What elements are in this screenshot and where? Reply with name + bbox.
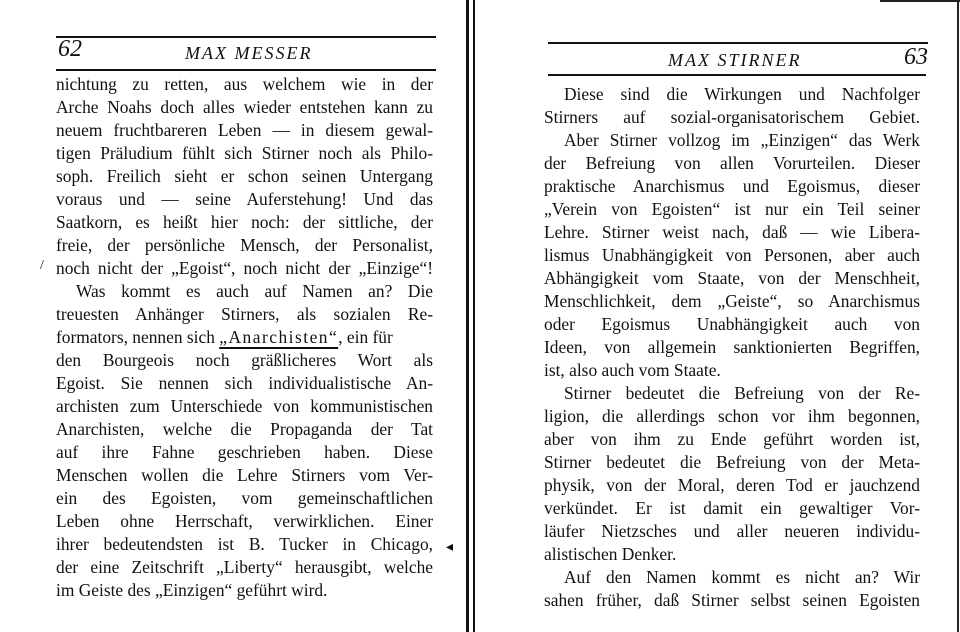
text-line: praktische Anarchismus und Egoismus, dieser: [544, 176, 920, 196]
text-line: den Bourgeois noch gräßlicheres Wort als: [56, 350, 433, 370]
text-line: der Befreiung von allen Vorurteilen. Dieser: [544, 153, 920, 173]
text-line: Arche Noahs doch alles wieder entstehen kann zu: [56, 97, 433, 117]
text-line: ist, also auch vom Staate.: [544, 360, 721, 380]
margin-mark: /: [40, 258, 44, 273]
left-page: [0, 0, 470, 632]
text-line: Menschen wollen die Lehre Stirners vom Ver-: [56, 465, 433, 485]
text-line: Diese sind die Wirkungen und Nachfolger: [564, 84, 920, 104]
page-number: 62: [58, 36, 82, 62]
header-rule: [56, 36, 436, 38]
text-line: [56, 327, 433, 348]
text-line: neuem fruchtbareren Leben — in diesem gewal-: [56, 120, 433, 140]
text-line: Menschlichkeit, dem „Geiste“, so Anarchismus: [544, 291, 920, 311]
text-line: auf ihre Fahne geschrieben haben. Diese: [56, 442, 433, 462]
text-line: physik, von der Moral, deren Tod er jauchzend: [544, 475, 920, 495]
text-line: soph. Freilich sieht er schon seinen Untergang: [56, 166, 433, 186]
text-line: freie, der persönliche Mensch, der Personalist,: [56, 235, 433, 255]
text-line: verkündet. Er ist damit ein gewaltiger Vor-: [544, 498, 920, 518]
right-page: [476, 0, 960, 632]
text-line: ein des Egoisten, vom gemeinschaftlichen: [56, 488, 433, 508]
margin-mark: ◂: [446, 540, 454, 555]
running-head: MAX MESSER: [185, 43, 313, 63]
text-line: Saatkorn, es heißt hier noch: der sittliche, der: [56, 212, 433, 232]
text-line: Ideen, von allgemein sanktionierten Begriffen,: [544, 337, 920, 357]
header-rule: [56, 69, 436, 71]
text-line: alistischen Denker.: [544, 544, 677, 564]
text-line: Stirners auf sozial-organisatorischem Gebiet.: [544, 107, 920, 127]
text-line: Egoist. Sie nennen sich individualistische An-: [56, 373, 433, 393]
text-line: sahen früher, daß Stirner selbst seinen Egoisten: [544, 590, 920, 610]
text-line: Abhängigkeit vom Staate, von der Menschheit,: [544, 268, 920, 288]
text-line: Stirner bedeutet die Befreiung von der Meta-: [544, 452, 920, 472]
text-line: tigen Präludium fühlt sich Stirner noch als Philo-: [56, 143, 433, 163]
text-line: läufer Nietzsches und aller neueren individu-: [544, 521, 920, 541]
gutter-shadow: [473, 0, 475, 632]
text-line: ligion, die allerdings schon vor ihm begonnen,: [544, 406, 920, 426]
text-line: treuesten Anhänger Stirners, als sozialen Re-: [56, 304, 433, 324]
text-span: formators, nennen sich: [56, 327, 215, 347]
text-line: Lehre. Stirner weist nach, daß — wie Libera-: [544, 222, 920, 242]
underlined-word: „Anarchisten“: [219, 327, 339, 347]
text-line: noch nicht der „Egoist“, noch nicht der „Einzige“!: [56, 258, 433, 278]
text-line: archisten zum Unterschiede von kommunistischen: [56, 396, 433, 416]
text-line: Leben ohne Herrschaft, verwirklichen. Einer: [56, 511, 433, 531]
text-line: der eine Zeitschrift „Liberty“ herausgibt, welche: [56, 557, 433, 577]
header-rule: [548, 42, 928, 44]
text-line: oder Egoismus Unabhängigkeit auch von: [544, 314, 920, 334]
text-line: im Geiste des „Einzigen“ geführt wird.: [56, 580, 328, 600]
text-line: Was kommt es auch auf Namen an? Die: [76, 281, 433, 301]
text-line: Stirner bedeutet die Befreiung von der Re-: [564, 383, 920, 403]
text-line: Anarchisten, welche die Propaganda der Tat: [56, 419, 433, 439]
text-line: nichtung zu retten, aus welchem wie in der: [56, 74, 433, 94]
running-head: MAX STIRNER: [668, 50, 802, 70]
text-line: aber von ihm zu Ende geführt worden ist,: [544, 429, 920, 449]
text-line: ihrer bedeutendsten ist B. Tucker in Chicago,: [56, 534, 433, 554]
text-line: „Verein von Egoisten“ ist nur ein Teil seiner: [544, 199, 920, 219]
text-line: Aber Stirner vollzog im „Einzigen“ das Werk: [564, 130, 920, 150]
header-rule: [548, 74, 926, 76]
page-number: 63: [904, 44, 928, 70]
text-line: lismus Unabhängigkeit von Personen, aber auch: [544, 245, 920, 265]
text-span: , ein für: [338, 327, 393, 347]
text-line: Auf den Namen kommt es nicht an? Wir: [564, 567, 920, 587]
text-line: voraus und — seine Auferstehung! Und das: [56, 189, 433, 209]
